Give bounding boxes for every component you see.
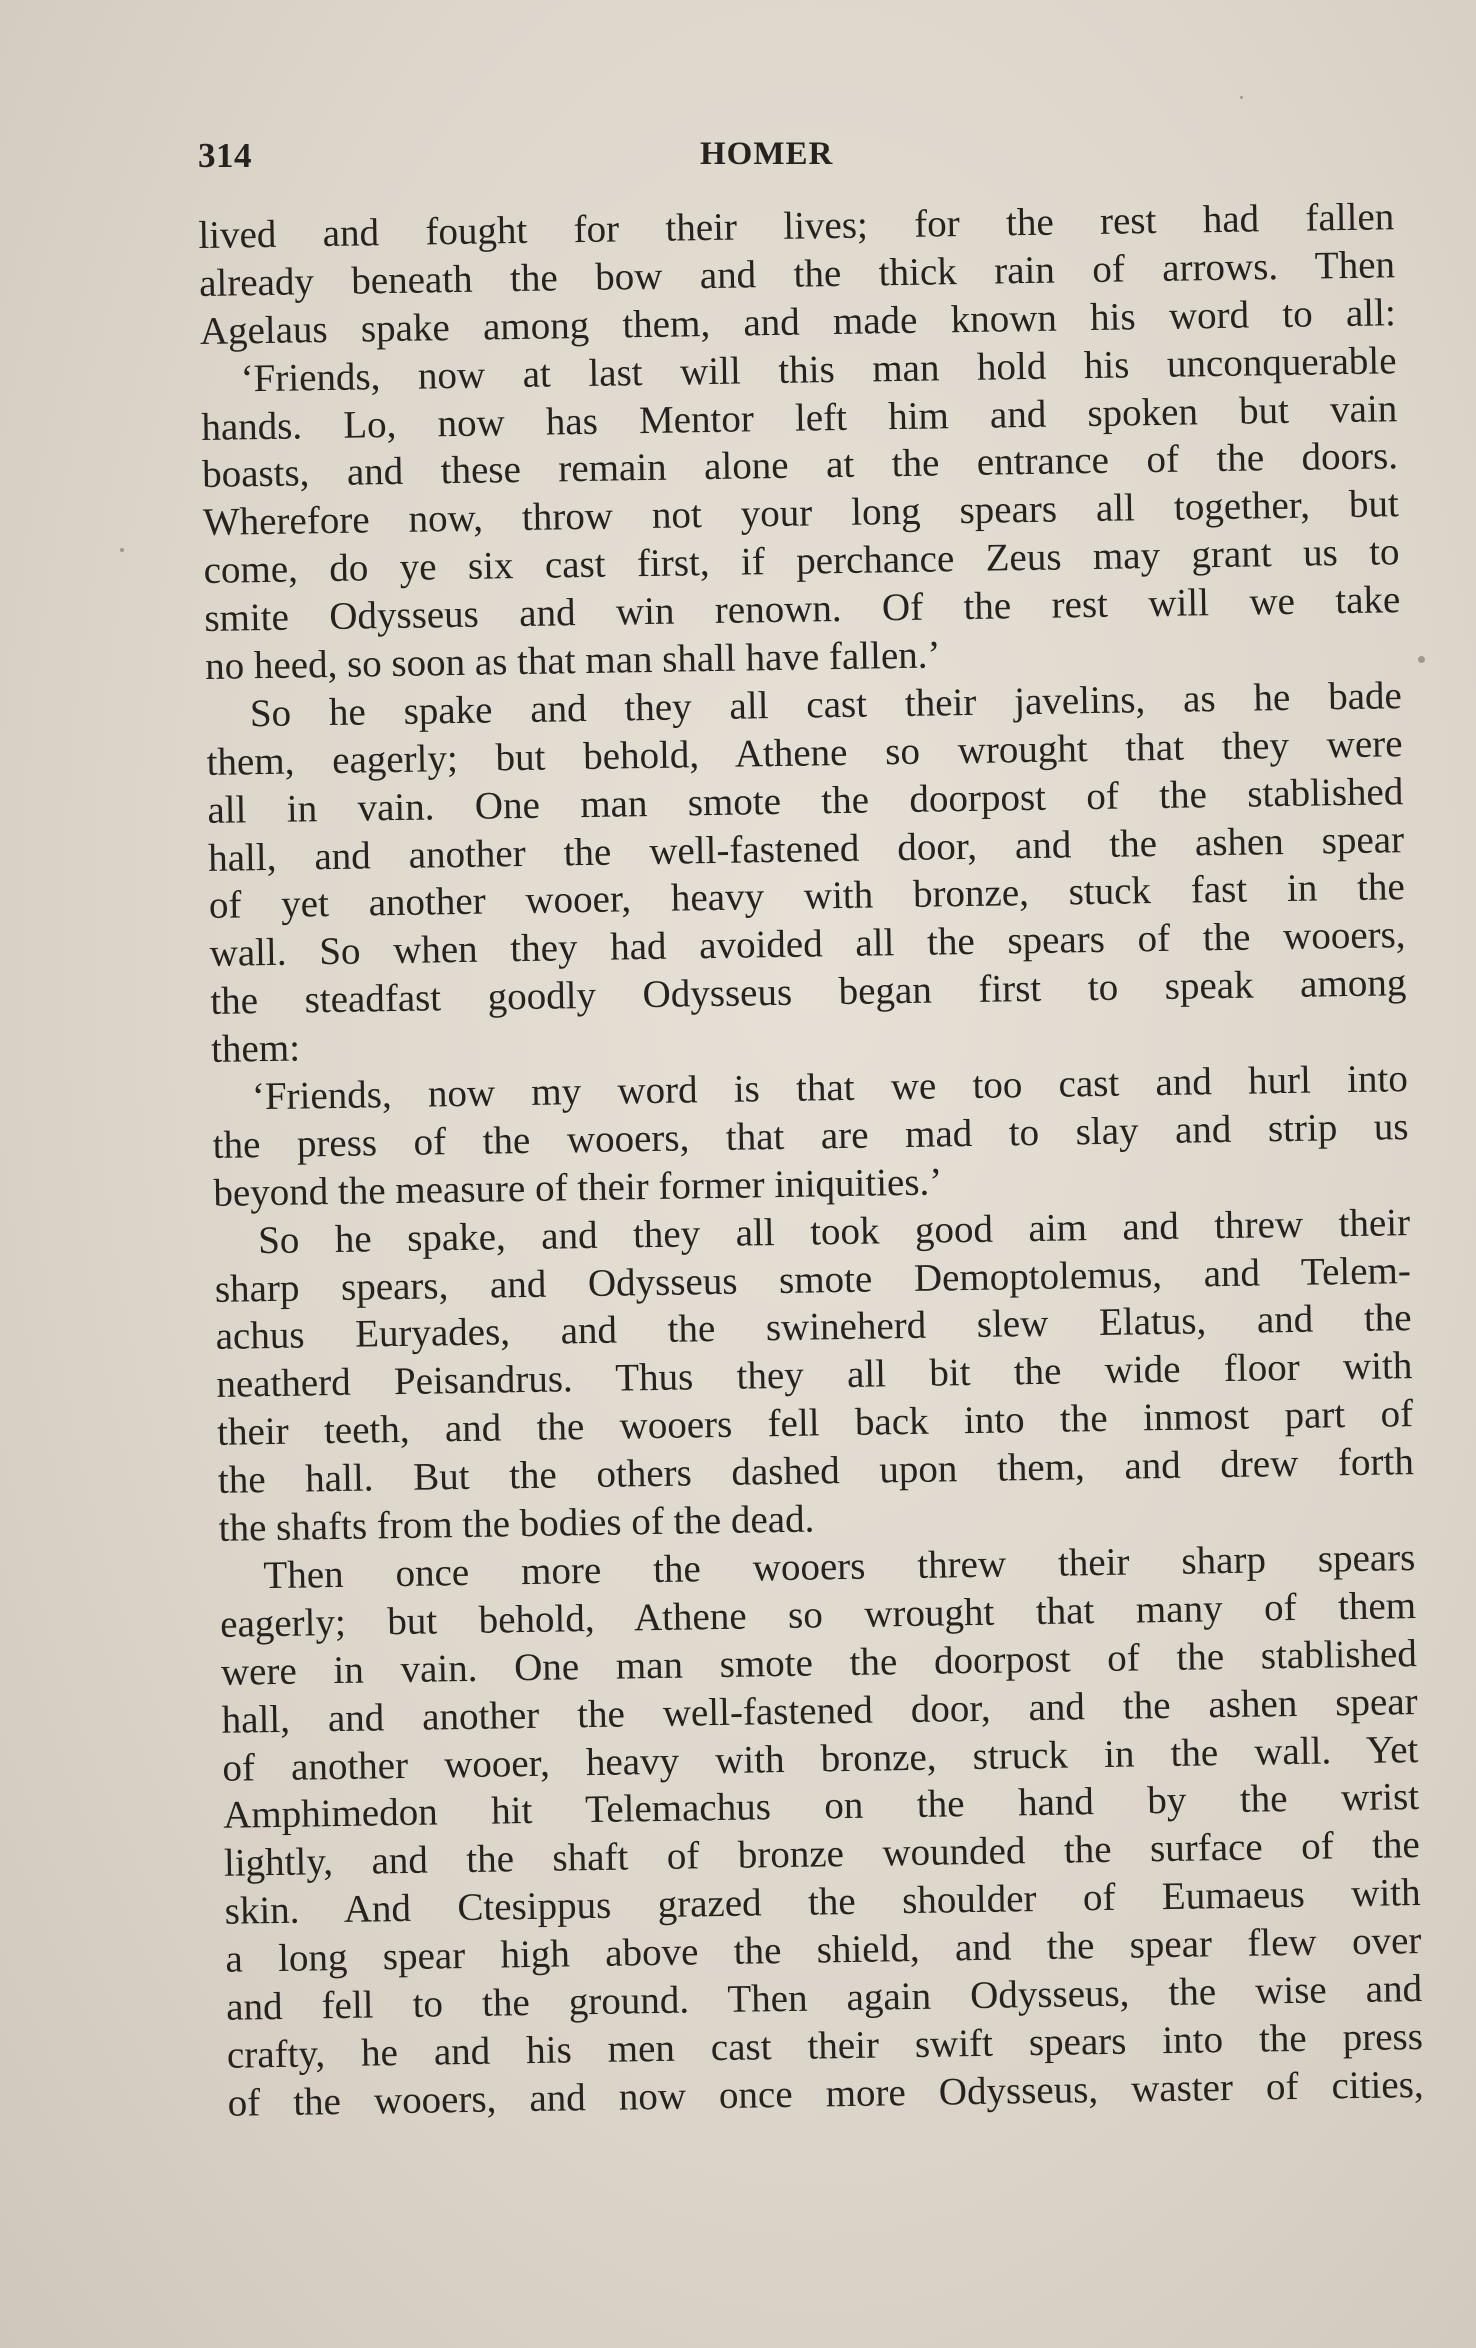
text-line: crafty, he and his men cast their swift spears into the press bbox=[226, 2014, 1424, 2077]
text-line: boasts, and these remain alone at the entrance of the doors. bbox=[201, 434, 1399, 497]
text-line: all in vain. One man smote the doorpost of the stablished bbox=[207, 769, 1404, 832]
text-line: were in vain. One man smote the doorpost of the stablished bbox=[220, 1631, 1418, 1694]
text-line: the shafts from the bodies of the dead. bbox=[218, 1497, 815, 1550]
text-line: lived and fought for their lives; for the rest had fallen bbox=[198, 195, 1395, 257]
text-line: of another wooer, heavy with bronze, struck in the wall. Yet bbox=[222, 1727, 1419, 1790]
text-line: So he spake and they all cast their javelins, as he bade bbox=[249, 674, 1403, 736]
text-line: the press of the wooers, that are mad to slay and strip us bbox=[212, 1105, 1409, 1167]
text-line: ‘Friends, now my word is that we too cast and hurl into bbox=[251, 1057, 1409, 1119]
text-line: neatherd Peisandrus. Thus they all bit the wide floor with bbox=[216, 1344, 1413, 1407]
text-line: already beneath the bow and the thick rain of arrows. Then bbox=[198, 243, 1396, 305]
text-line: their teeth, and the wooers fell back into the inmost part of bbox=[216, 1392, 1414, 1455]
text-line: sharp spears, and Odysseus smote Demoptolemus, and Telem- bbox=[214, 1248, 1412, 1311]
page-number: 314 bbox=[198, 136, 252, 175]
text-line: beyond the measure of their former iniquities.’ bbox=[213, 1160, 943, 1215]
text-line: of yet another wooer, heavy with bronze, stuck fast in the bbox=[208, 865, 1406, 928]
text-line: smite Odysseus and win renown. Of the rest will we take bbox=[204, 578, 1401, 641]
text-line: lightly, and the shaft of bronze wounded the surface of the bbox=[223, 1823, 1421, 1886]
text-line: a long spear high above the shield, and the spear flew over bbox=[225, 1919, 1422, 1981]
paper-speck bbox=[120, 548, 124, 552]
text-line: eagerly; but behold, Athene so wrought that many of them bbox=[219, 1583, 1417, 1646]
body-text bbox=[198, 193, 1424, 2127]
text-line: skin. And Ctesippus grazed the shoulder of Eumaeus with bbox=[224, 1871, 1421, 1933]
text-line: the steadfast goodly Odysseus began first to speak among bbox=[210, 961, 1407, 1024]
paper-speck bbox=[1240, 96, 1243, 99]
text-line: ‘Friends, now at last will this man hold his unconquerable bbox=[240, 338, 1397, 401]
text-line: them, eagerly; but behold, Athene so wrought that they were bbox=[206, 721, 1403, 784]
text-line: hall, and another the well-fastened door, and the ashen spear bbox=[207, 817, 1405, 880]
text-line: Amphimedon hit Telemachus on the hand by the wrist bbox=[222, 1775, 1420, 1838]
text-line: no heed, so soon as that man shall have fallen.’ bbox=[204, 633, 941, 688]
text-line: and fell to the ground. Then again Odysseus, the wise and bbox=[225, 1966, 1423, 2029]
text-line: them: bbox=[210, 1026, 301, 1072]
running-head bbox=[198, 136, 1398, 196]
running-title: HOMER bbox=[700, 136, 834, 172]
text-line: hall, and another the well-fastened door, and the ashen spear bbox=[221, 1679, 1418, 1742]
text-line: Then once more the wooers threw their sharp spears bbox=[263, 1535, 1416, 1598]
text-line: of the wooers, and now once more Odysseus, waster of cities, bbox=[227, 2062, 1424, 2125]
text-line: come, do ye six cast first, if perchance Zeus may grant us to bbox=[203, 530, 1400, 593]
text-line: So he spake, and they all took good aim and threw their bbox=[257, 1200, 1411, 1262]
text-line: the hall. But the others dashed upon them, and drew forth bbox=[217, 1440, 1415, 1502]
text-line: Agelaus spake among them, and made known his word to all: bbox=[199, 290, 1397, 353]
text-line: wall. So when they had avoided all the spears of the wooers, bbox=[209, 913, 1406, 976]
text-line: hands. Lo, now has Mentor left him and spoken but vain bbox=[201, 386, 1398, 449]
text-line: Wherefore now, throw not your long spears all together, but bbox=[202, 482, 1400, 545]
text-line: achus Euryades, and the swineherd slew Elatus, and the bbox=[215, 1296, 1412, 1359]
paper-speck bbox=[1418, 656, 1425, 663]
